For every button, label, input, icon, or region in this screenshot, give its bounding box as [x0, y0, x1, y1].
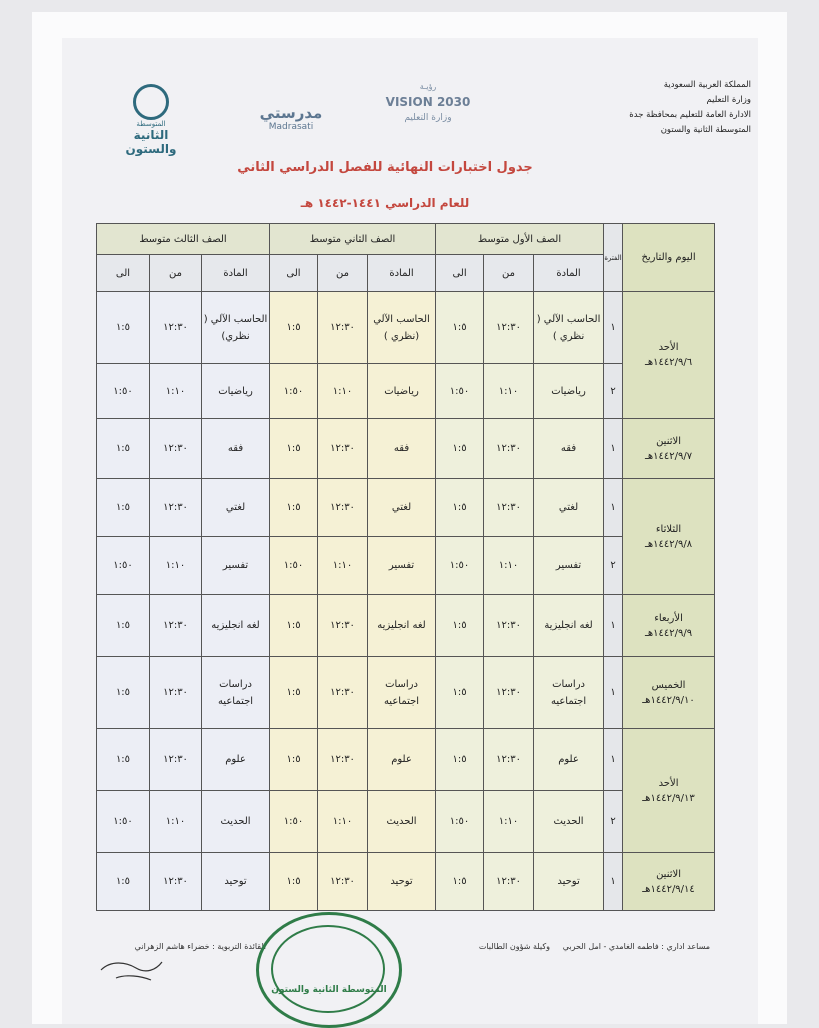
madrasati-logo-arabic: مدرستي	[259, 104, 323, 122]
end-time-cell: ١:٥٠	[97, 791, 150, 853]
day-date: ١٤٤٢/٩/١٠هـ	[642, 694, 695, 706]
exam-schedule-table	[96, 223, 715, 911]
start-time-cell: ١:١٠	[318, 537, 368, 595]
day-date: ١٤٤٢/٩/٧هـ	[644, 450, 693, 462]
subject-header: المادة	[534, 255, 604, 292]
header-line: المتوسطة الثانية والستون	[660, 125, 751, 135]
end-time-cell: ١:٥	[436, 729, 484, 791]
end-time-cell: ١:٥	[270, 419, 318, 479]
end-time-cell: ١:٥	[97, 595, 150, 657]
end-time-cell: ١:٥٠	[270, 537, 318, 595]
subject-cell: الحديث	[202, 791, 270, 853]
day-name: الأحد	[658, 777, 679, 789]
end-time-cell: ١:٥٠	[270, 364, 318, 419]
end-time-cell: ١:٥	[270, 729, 318, 791]
subject-cell: فقه	[368, 419, 436, 479]
signature-icon	[96, 940, 166, 986]
subject-cell: لغه انجليزيه	[202, 595, 270, 657]
day-name: الاثنين	[656, 868, 681, 880]
end-time-cell: ١:٥	[436, 657, 484, 729]
day-date-header: اليوم والتاريخ	[623, 224, 715, 292]
header-line: الادارة العامة للتعليم بمحافظة جدة	[629, 110, 751, 120]
start-time-cell: ١٢:٣٠	[150, 657, 202, 729]
start-time-cell: ١٢:٣٠	[150, 419, 202, 479]
period-number: ٢	[604, 791, 623, 853]
start-time-cell: ١٢:٣٠	[150, 595, 202, 657]
table-row	[97, 364, 715, 419]
header-line: وزارة التعليم	[706, 95, 751, 105]
day-date-cell	[623, 595, 715, 657]
end-time-cell: ١:٥٠	[436, 364, 484, 419]
subject-cell: الحاسب الآلي ( نظري)	[202, 292, 270, 364]
end-time-cell: ١:٥	[436, 595, 484, 657]
end-time-cell: ١:٥	[97, 419, 150, 479]
subject-cell: لغتي	[368, 479, 436, 537]
start-time-cell: ١٢:٣٠	[150, 479, 202, 537]
start-time-cell: ١٢:٣٠	[318, 479, 368, 537]
subject-cell: دراسات اجتماعيه	[534, 657, 604, 729]
to-header: الى	[436, 255, 484, 292]
document-subtitle: للعام الدراسي ١٤٤١-١٤٤٢ هـ	[300, 196, 470, 210]
day-name: الأربعاء	[654, 612, 683, 624]
subject-cell: رياضيات	[534, 364, 604, 419]
subject-cell: توحيد	[368, 853, 436, 911]
start-time-cell: ١٢:٣٠	[484, 853, 534, 911]
subject-cell: توحيد	[534, 853, 604, 911]
start-time-cell: ١٢:٣٠	[150, 292, 202, 364]
grade-3-header: الصف الثالث متوسط	[97, 224, 270, 255]
table-row	[97, 657, 715, 729]
subject-cell: تفسير	[202, 537, 270, 595]
subject-cell: رياضيات	[202, 364, 270, 419]
subject-cell: علوم	[368, 729, 436, 791]
from-header: من	[150, 255, 202, 292]
end-time-cell: ١:٥	[97, 657, 150, 729]
madrasati-logo	[250, 88, 332, 148]
end-time-cell: ١:٥	[270, 595, 318, 657]
end-time-cell: ١:٥٠	[436, 791, 484, 853]
subject-cell: لغتي	[202, 479, 270, 537]
table-row	[97, 419, 715, 479]
end-time-cell: ١:٥	[436, 419, 484, 479]
subject-cell: دراسات اجتماعيه	[202, 657, 270, 729]
period-number: ١	[604, 729, 623, 791]
start-time-cell: ١:١٠	[484, 364, 534, 419]
period-number: ١	[604, 479, 623, 537]
day-date-cell	[623, 729, 715, 853]
schedule-body	[97, 292, 715, 911]
period-number: ٢	[604, 364, 623, 419]
start-time-cell: ١٢:٣٠	[484, 595, 534, 657]
end-time-cell: ١:٥	[97, 853, 150, 911]
subject-header: المادة	[368, 255, 436, 292]
start-time-cell: ١:١٠	[484, 791, 534, 853]
table-row	[97, 292, 715, 364]
table-row	[97, 791, 715, 853]
subject-cell: علوم	[202, 729, 270, 791]
start-time-cell: ١٢:٣٠	[318, 657, 368, 729]
madrasati-logo-english: Madrasati	[268, 122, 314, 132]
start-time-cell: ١٢:٣٠	[318, 853, 368, 911]
start-time-cell: ١٢:٣٠	[484, 419, 534, 479]
school-emblem-icon	[133, 84, 169, 120]
to-header: الى	[270, 255, 318, 292]
vision-logo-top-text: رؤيـة	[419, 82, 437, 91]
official-stamp	[256, 912, 402, 1028]
subject-cell: تفسير	[534, 537, 604, 595]
grade-2-header: الصف الثاني متوسط	[270, 224, 436, 255]
subject-cell: علوم	[534, 729, 604, 791]
start-time-cell: ١:١٠	[150, 791, 202, 853]
start-time-cell: ١:١٠	[150, 364, 202, 419]
subject-cell: الحديث	[534, 791, 604, 853]
start-time-cell: ١٢:٣٠	[318, 419, 368, 479]
day-date: ١٤٤٢/٩/٦هـ	[644, 357, 693, 368]
from-header: من	[318, 255, 368, 292]
subject-cell: توحيد	[202, 853, 270, 911]
end-time-cell: ١:٥	[270, 853, 318, 911]
start-time-cell: ١٢:٣٠	[484, 657, 534, 729]
period-number: ١	[604, 657, 623, 729]
day-name: الأحد	[658, 342, 679, 353]
period-number: ١	[604, 419, 623, 479]
day-name: الاثنين	[656, 435, 681, 447]
footer-vice-principal: وكيلة شؤون الطالبات	[478, 942, 550, 951]
to-header: الى	[97, 255, 150, 292]
subject-cell: رياضيات	[368, 364, 436, 419]
start-time-cell: ١:١٠	[484, 537, 534, 595]
subject-header: المادة	[202, 255, 270, 292]
start-time-cell: ١٢:٣٠	[484, 479, 534, 537]
table-row	[97, 479, 715, 537]
table-row	[97, 853, 715, 911]
subject-cell: الحديث	[368, 791, 436, 853]
ministry-header	[561, 78, 751, 138]
day-date: ١٤٤٢/٩/١٤هـ	[642, 883, 695, 895]
start-time-cell: ١٢:٣٠	[484, 729, 534, 791]
vision-logo-main-text: VISION 2030	[385, 95, 471, 109]
end-time-cell: ١:٥	[436, 853, 484, 911]
subject-cell: الحاسب الآلي (نظري )	[368, 292, 436, 364]
end-time-cell: ١:٥	[97, 479, 150, 537]
stamp-text: المتوسطة الثانية والستون	[271, 985, 387, 995]
start-time-cell: ١:١٠	[318, 364, 368, 419]
start-time-cell: ١٢:٣٠	[318, 595, 368, 657]
stamp-inner-ring	[271, 925, 385, 1013]
day-date: ١٤٤٢/٩/٨هـ	[644, 538, 693, 550]
day-date: ١٤٤٢/٩/٩هـ	[644, 627, 693, 639]
start-time-cell: ١٢:٣٠	[484, 292, 534, 364]
end-time-cell: ١:٥	[436, 479, 484, 537]
start-time-cell: ١٢:٣٠	[150, 853, 202, 911]
end-time-cell: ١:٥٠	[436, 537, 484, 595]
end-time-cell: ١:٥	[97, 729, 150, 791]
day-name: الخميس	[651, 679, 686, 691]
document-title: جدول اختبارات النهائية للفصل الدراسي الثاني	[237, 160, 533, 175]
end-time-cell: ١:٥٠	[270, 791, 318, 853]
school-logo-small-text: المتوسطة	[136, 120, 166, 128]
period-header: الفترة	[604, 224, 623, 292]
header-line: المملكة العربية السعودية	[663, 80, 751, 90]
day-date: ١٤٤٢/٩/١٣هـ	[642, 792, 695, 804]
day-name: الثلاثاء	[655, 523, 682, 535]
end-time-cell: ١:٥	[270, 657, 318, 729]
grade-1-header: الصف الأول متوسط	[436, 224, 604, 255]
end-time-cell: ١:٥٠	[97, 364, 150, 419]
period-number: ١	[604, 853, 623, 911]
end-time-cell: ١:٥٠	[97, 537, 150, 595]
period-number: ١	[604, 292, 623, 364]
day-date-cell	[623, 419, 715, 479]
day-date-cell	[623, 657, 715, 729]
vision-logo-bottom-text: وزارة التعليم	[404, 113, 452, 123]
table-row	[97, 595, 715, 657]
vision-2030-logo	[378, 82, 478, 144]
subject-cell: لغه انجليزيه	[368, 595, 436, 657]
table-row	[97, 729, 715, 791]
school-logo	[108, 84, 194, 156]
footer-assistant: مساعد اداري : فاطمه الغامدي - امل الحربي	[562, 942, 710, 951]
subject-cell: لغه انجليزية	[534, 595, 604, 657]
end-time-cell: ١:٥	[436, 292, 484, 364]
subject-cell: فقه	[534, 419, 604, 479]
day-date-cell	[623, 292, 715, 419]
school-logo-name: الثانية والستون	[125, 128, 177, 156]
period-number: ١	[604, 595, 623, 657]
subject-cell: تفسير	[368, 537, 436, 595]
subject-cell: فقه	[202, 419, 270, 479]
end-time-cell: ١:٥	[270, 479, 318, 537]
start-time-cell: ١٢:٣٠	[318, 729, 368, 791]
start-time-cell: ١:١٠	[150, 537, 202, 595]
subject-cell: الحاسب الآلي ( نظري )	[534, 292, 604, 364]
end-time-cell: ١:٥	[270, 292, 318, 364]
start-time-cell: ١٢:٣٠	[150, 729, 202, 791]
start-time-cell: ١٢:٣٠	[318, 292, 368, 364]
end-time-cell: ١:٥	[97, 292, 150, 364]
table-row	[97, 537, 715, 595]
footer-principal: القائدة التربوية : خضراء هاشم الزهراني	[134, 942, 266, 951]
subject-cell: لغتي	[534, 479, 604, 537]
start-time-cell: ١:١٠	[318, 791, 368, 853]
day-date-cell	[623, 853, 715, 911]
day-date-cell	[623, 479, 715, 595]
from-header: من	[484, 255, 534, 292]
subject-cell: دراسات اجتماعيه	[368, 657, 436, 729]
period-number: ٢	[604, 537, 623, 595]
